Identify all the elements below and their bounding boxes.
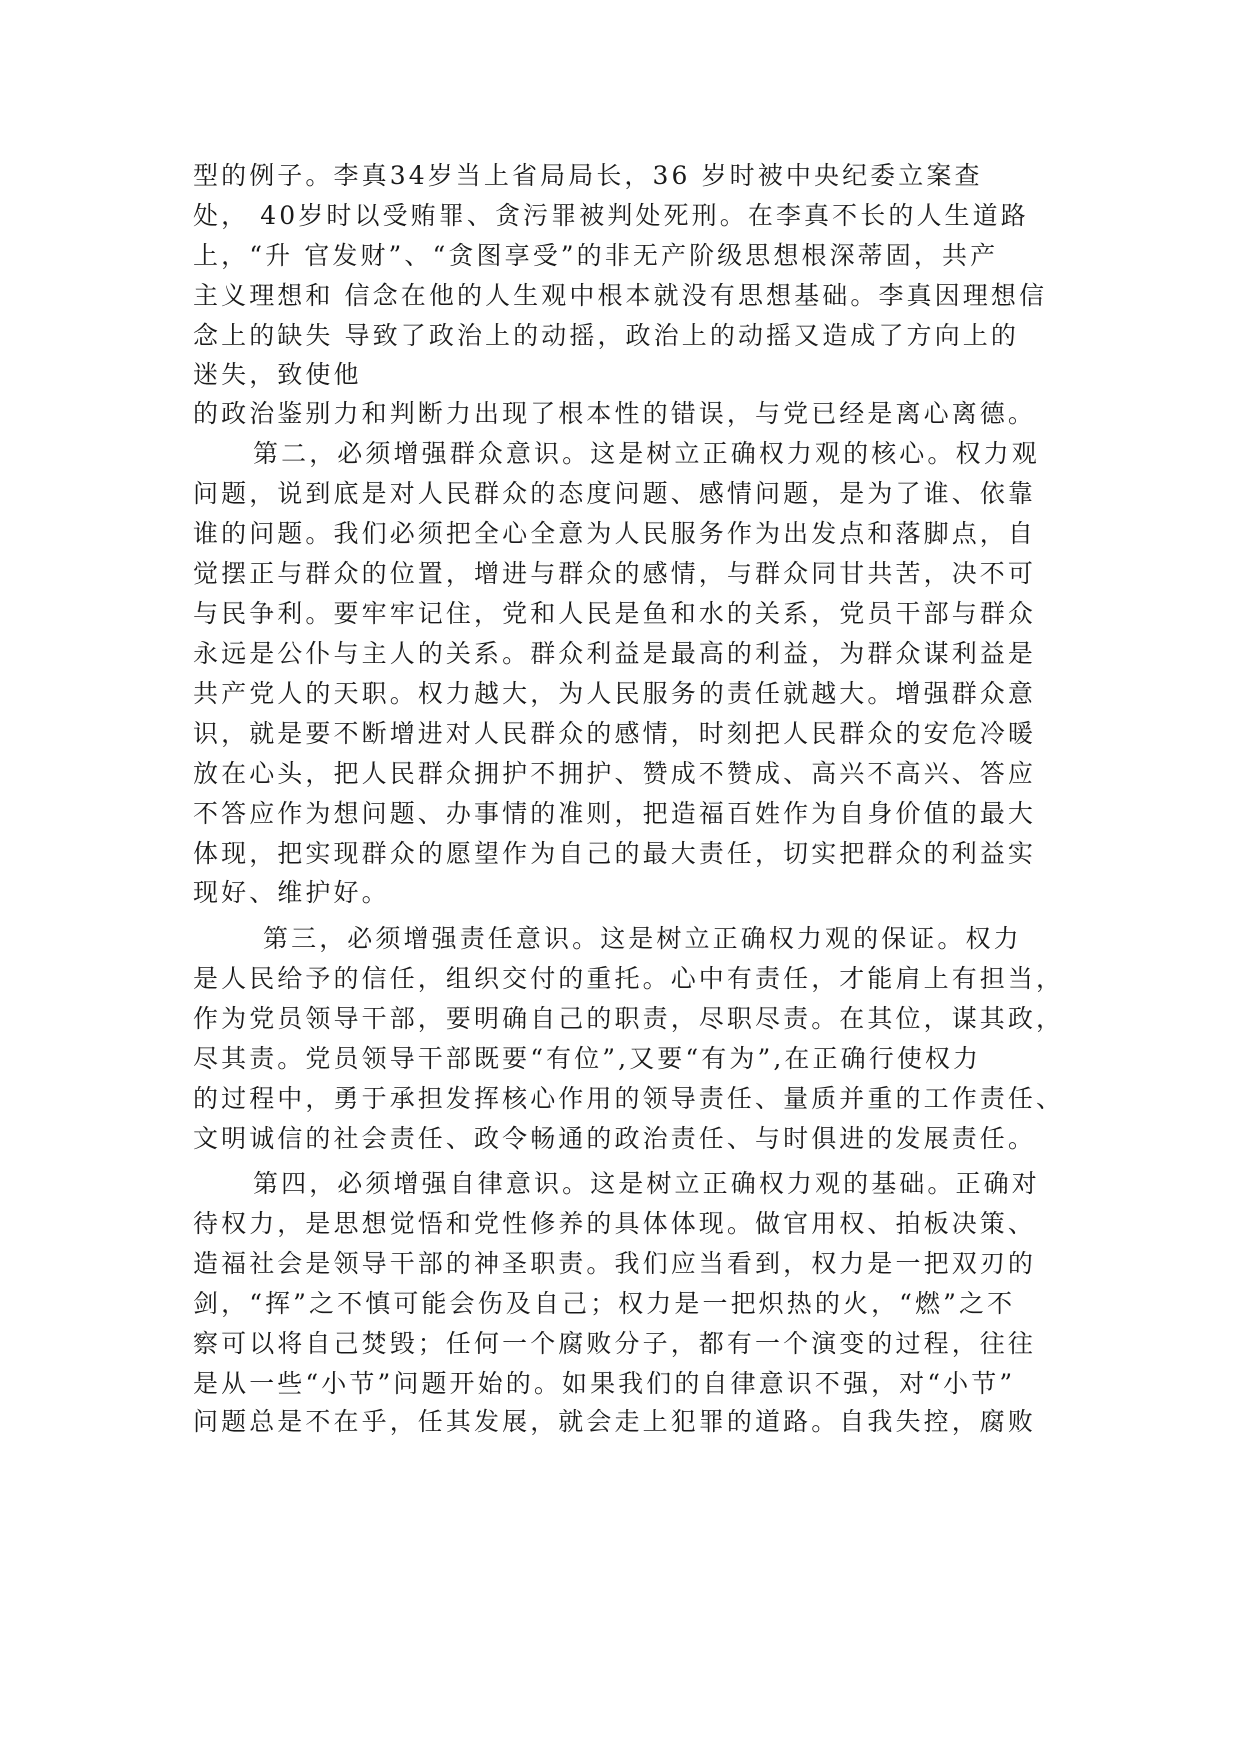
text-line: 问题总是不在乎，任其发展，就会走上犯罪的道路。自我失控，腐败 bbox=[193, 1407, 1037, 1436]
text-line: 识，就是要不断增进对人民群众的感情，时刻把人民群众的安危冷暖 bbox=[193, 719, 1037, 748]
text-line: 谁的问题。我们必须把全心全意为人民服务作为出发点和落脚点，自 bbox=[193, 519, 1037, 548]
text-line: 不答应作为想问题、办事情的准则，把造福百姓作为自身价值的最大 bbox=[193, 799, 1037, 828]
text-line: 体现，把实现群众的愿望作为自己的最大责任，切实把群众的利益实 bbox=[193, 839, 1037, 868]
text-line: 迷失，致使他 bbox=[193, 360, 362, 389]
text-line: 放在心头，把人民群众拥护不拥护、赞成不赞成、高兴不高兴、答应 bbox=[193, 759, 1037, 788]
text-line: 觉摆正与群众的位置，增进与群众的感情，与群众同甘共苦，决不可 bbox=[193, 559, 1037, 588]
text-line: 与民争利。要牢牢记住，党和人民是鱼和水的关系，党员干部与群众 bbox=[193, 599, 1037, 628]
text-line: 永远是公仆与主人的关系。群众利益是最高的利益，为群众谋利益是 bbox=[193, 639, 1037, 668]
text-line: 造福社会是领导干部的神圣职责。我们应当看到，权力是一把双刃的 bbox=[193, 1249, 1037, 1278]
text-line: 剑，“挥”之不慎可能会伤及自己；权力是一把炽热的火，“燃”之不 bbox=[193, 1289, 1016, 1318]
text-line: 问题，说到底是对人民群众的态度问题、感情问题，是为了谁、依靠 bbox=[193, 479, 1037, 508]
text-line: 共产党人的天职。权力越大，为人民服务的责任就越大。增强群众意 bbox=[193, 679, 1037, 708]
text-line: 的过程中，勇于承担发挥核心作用的领导责任、量质并重的工作责任、 bbox=[193, 1084, 1065, 1113]
text-line: 现好、维护好。 bbox=[193, 878, 390, 907]
text-line: 念上的缺失 导致了政治上的动摇，政治上的动摇又造成了方向上的 bbox=[193, 321, 1019, 350]
text-line: 察可以将自己焚毁；任何一个腐败分子，都有一个演变的过程，往往 bbox=[193, 1329, 1037, 1358]
text-line: 第三，必须增强责任意识。这是树立正确权力观的保证。权力 bbox=[263, 924, 1022, 953]
text-line: 型的例子。李真34岁当上省局局长，36 岁时被中央纪委立案查 bbox=[193, 161, 983, 190]
text-line: 是从一些“小节”问题开始的。如果我们的自律意识不强，对“小节” bbox=[193, 1369, 1016, 1398]
text-line: 上，“升 官发财”、“贪图享受”的非无产阶级思想根深蒂固，共产 bbox=[193, 241, 999, 270]
text-line: 的政治鉴别力和判断力出现了根本性的错误，与党已经是离心离德。 bbox=[193, 399, 1037, 428]
text-line: 是人民给予的信任，组织交付的重托。心中有责任，才能肩上有担当， bbox=[193, 964, 1065, 993]
text-line: 待权力，是思想觉悟和党性修养的具体体现。做官用权、拍板决策、 bbox=[193, 1209, 1037, 1238]
text-line: 作为党员领导干部，要明确自己的职责，尽职尽责。在其位，谋其政， bbox=[193, 1004, 1065, 1033]
text-line: 处， 40岁时以受贿罪、贪污罪被判处死刑。在李真不长的人生道路 bbox=[193, 201, 1029, 230]
text-line: 文明诚信的社会责任、政令畅通的政治责任、与时俱进的发展责任。 bbox=[193, 1124, 1037, 1153]
text-line: 尽其责。党员领导干部既要“有位”,又要“有为”,在正确行使权力 bbox=[193, 1044, 982, 1073]
text-line: 第四，必须增强自律意识。这是树立正确权力观的基础。正确对 bbox=[253, 1169, 1040, 1198]
text-line: 第二，必须增强群众意识。这是树立正确权力观的核心。权力观 bbox=[253, 439, 1040, 468]
text-line: 主义理想和 信念在他的人生观中根本就没有思想基础。李真因理想信 bbox=[193, 281, 1048, 310]
